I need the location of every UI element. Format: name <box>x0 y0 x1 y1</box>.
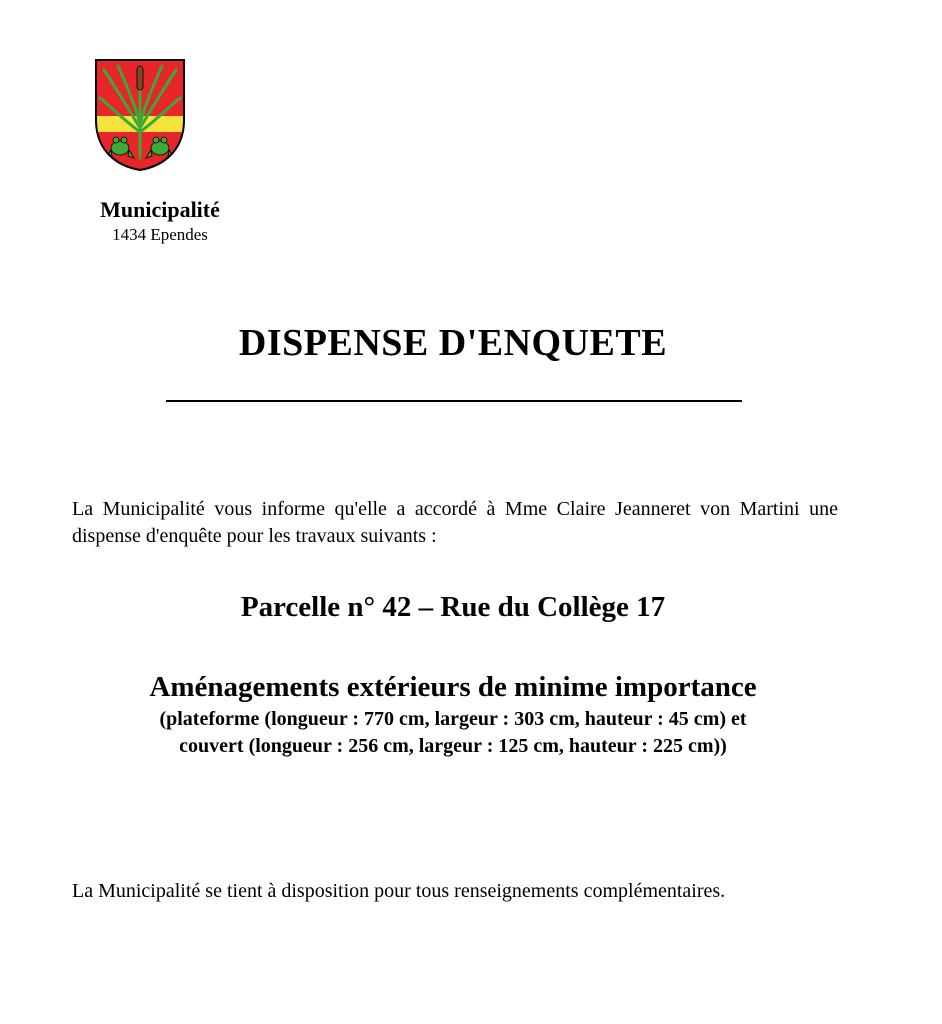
works-detail-line-1: (plateforme (longueur : 770 cm, largeur : 303 cm, hauteur : 45 cm) et <box>159 708 747 730</box>
works-title: Aménagements extérieurs de minime importance <box>149 671 757 703</box>
issuer-address: 1434 Ependes <box>112 225 208 244</box>
closing-paragraph: La Municipalité se tient à disposition pour tous renseignements complémentaires. <box>72 880 726 902</box>
ependes-coat-of-arms-icon <box>94 58 186 172</box>
document-title: DISPENSE D'ENQUETE <box>238 322 668 364</box>
issuer-name: Municipalité <box>100 197 220 222</box>
parcel-heading: Parcelle n° 42 – Rue du Collège 17 <box>240 591 666 623</box>
works-description <box>0 668 906 760</box>
title-underline-divider <box>166 400 742 402</box>
issuer-block <box>60 196 260 246</box>
works-detail-line-2: couvert (longueur : 256 cm, largeur : 125 cm, hauteur : 225 cm)) <box>179 735 727 757</box>
intro-paragraph: La Municipalité vous informe qu'elle a accordé à Mme Claire Jeanneret von Martini une dispense d'enquête pour les travaux suivants : <box>72 498 838 547</box>
